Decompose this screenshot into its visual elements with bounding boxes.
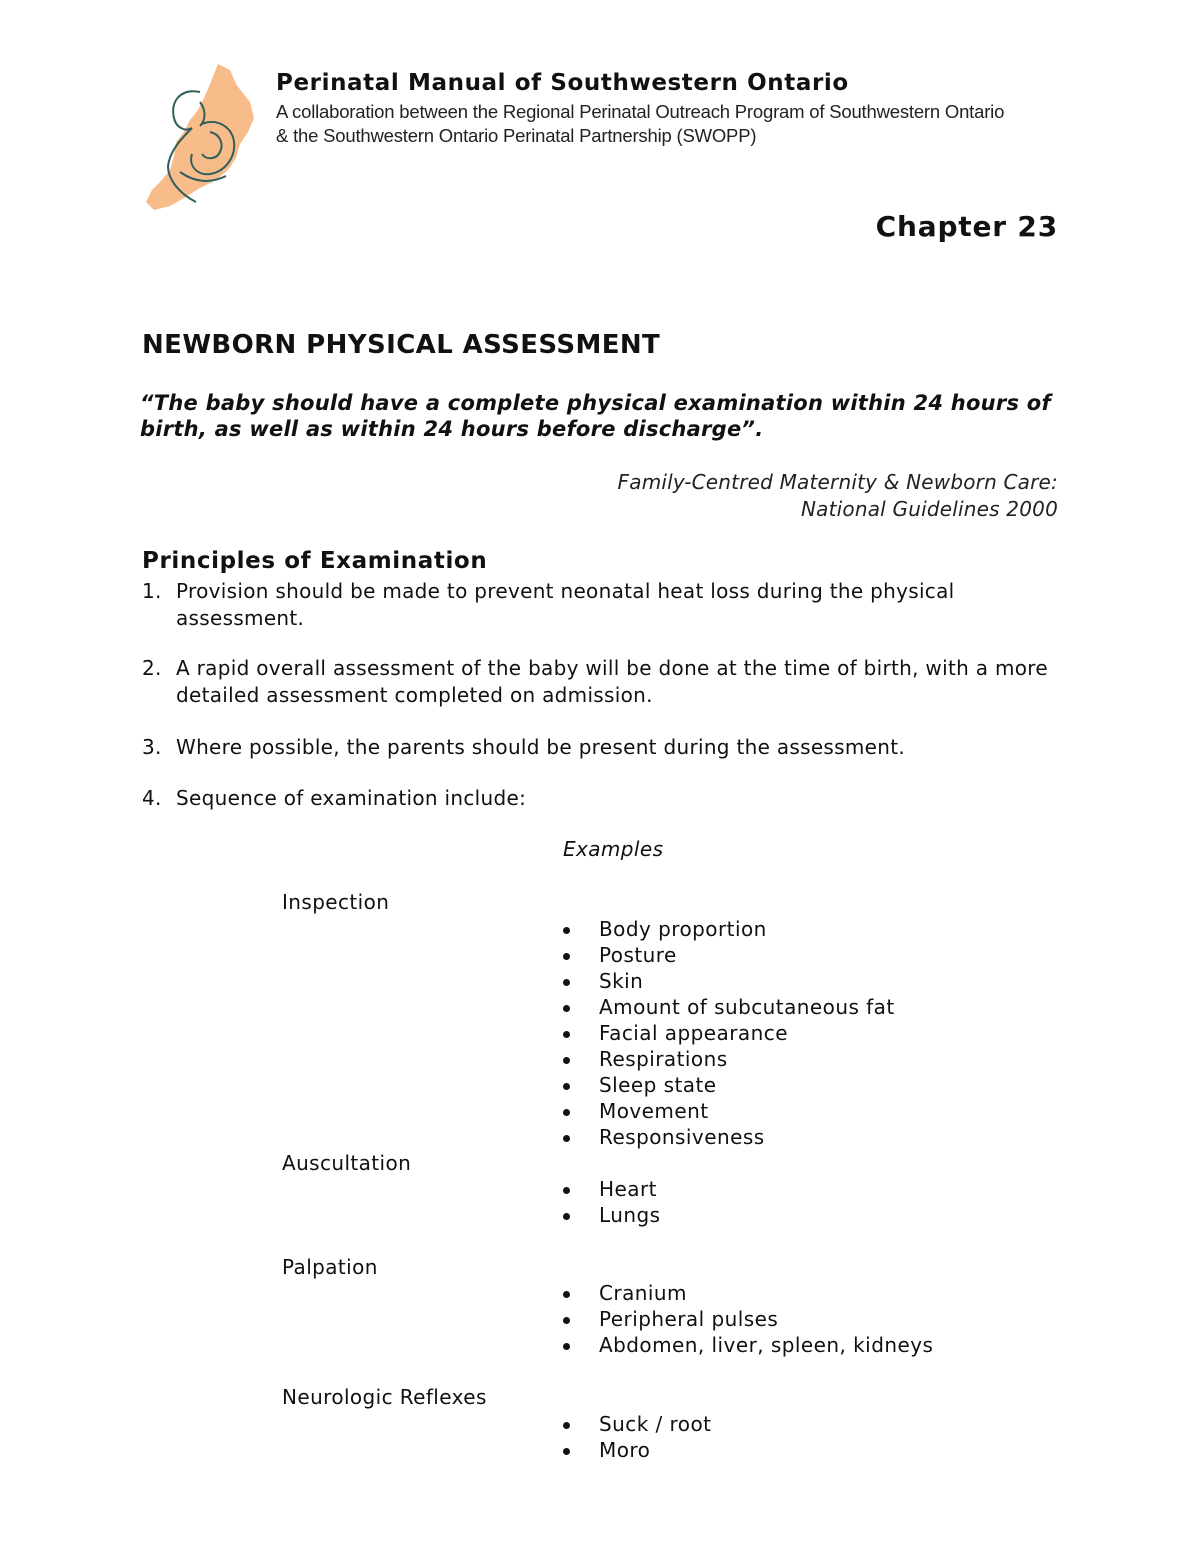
principle-number: 1. [142, 579, 162, 603]
bullet-icon [563, 1422, 570, 1429]
principle-number: 3. [142, 735, 162, 759]
quote-source-line-1: Family-Centred Maternity & Newborn Care: [617, 470, 1058, 494]
bullet-icon [563, 1291, 570, 1298]
principle-item [142, 578, 1052, 632]
bullet-icon [563, 1213, 570, 1220]
manual-subtitle: A collaboration between the Regional Perinatal Outreach Program of Southwestern Ontario & the Southwestern Ontario Perinatal Partnership (SWOPP) [276, 101, 1005, 146]
principle-text: Where possible, the parents should be present during the assessment. [176, 735, 906, 759]
document-title: NEWBORN PHYSICAL ASSESSMENT [142, 330, 661, 360]
principle-item [142, 734, 1052, 761]
principle-text: Sequence of examination include: [176, 786, 527, 810]
chapter-label: Chapter 23 [875, 210, 1058, 243]
bullet-icon [563, 1005, 570, 1012]
category-label-auscultation: Auscultation [282, 1151, 412, 1175]
quote-source [618, 469, 1058, 523]
principle-text: A rapid overall assessment of the baby will be done at the time of birth, with a more detailed assessment completed on admission. [176, 656, 1048, 707]
bullet-icon [563, 1057, 570, 1064]
bullet-icon [563, 1083, 570, 1090]
category-label-neurologic-reflexes: Neurologic Reflexes [282, 1385, 487, 1409]
principle-text: Provision should be made to prevent neonatal heat loss during the physical assessment. [176, 579, 955, 630]
category-label-palpation: Palpation [282, 1255, 378, 1279]
bullet-icon [563, 1343, 570, 1350]
mother-and-baby-logo [140, 62, 260, 212]
bullet-icon [563, 927, 570, 934]
bullet-icon [563, 1135, 570, 1142]
guideline-quote: “The baby should have a complete physical examination within 24 hours of birth, as well as within 24 hours before discharge”. [140, 391, 1051, 441]
bullet-icon [563, 953, 570, 960]
bullet-icon [563, 1031, 570, 1038]
bullet-icon [563, 979, 570, 986]
manual-title: Perinatal Manual of Southwestern Ontario [276, 70, 849, 96]
principle-number: 4. [142, 786, 162, 810]
quote-source-line-2: National Guidelines 2000 [801, 497, 1058, 521]
principle-item [142, 785, 1052, 812]
bullet-icon [563, 1448, 570, 1455]
section-heading: Principles of Examination [142, 548, 488, 574]
examples-heading: Examples [563, 837, 664, 861]
bullet-icon [563, 1109, 570, 1116]
principle-item [142, 655, 1052, 709]
category-label-inspection: Inspection [282, 890, 390, 914]
principle-number: 2. [142, 656, 162, 680]
bullet-icon [563, 1317, 570, 1324]
bullet-icon [563, 1187, 570, 1194]
